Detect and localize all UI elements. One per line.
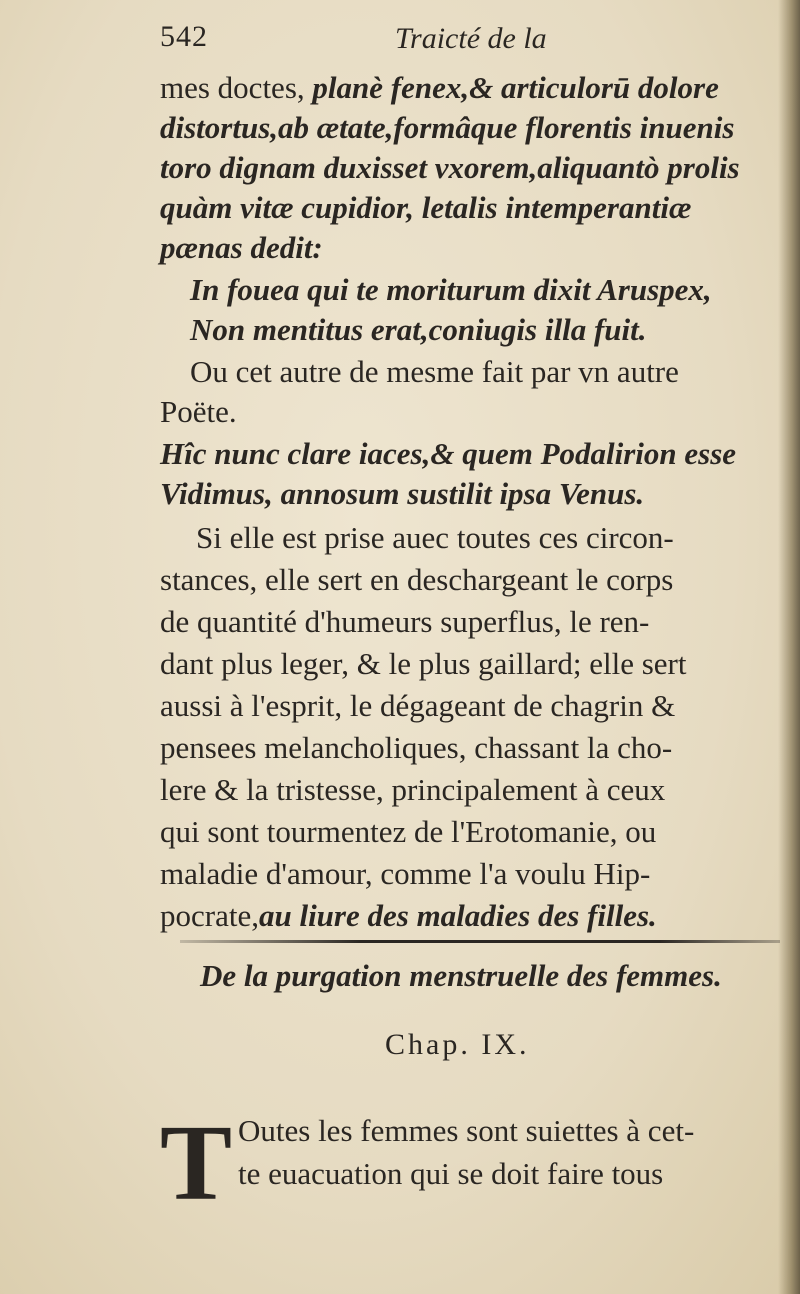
section-rule (180, 940, 780, 943)
paragraph-line: stances, elle sert en deschargeant le corps (160, 562, 674, 597)
text-line: Ou cet autre de mesme fait par vn autre (190, 354, 679, 389)
paragraph-line: te euacuation qui se doit faire tous (238, 1156, 664, 1191)
text-line: mes doctes, planè fenex,& articulorū dolore (160, 70, 719, 105)
verse-line: Vidimus, annosum sustilit ipsa Venus. (160, 476, 645, 511)
section-title: De la purgation menstruelle des femmes. (200, 958, 722, 993)
verse-line: In fouea qui te moriturum dixit Aruspex, (190, 272, 712, 307)
page-number: 542 (160, 20, 208, 53)
page-gutter-shadow (778, 0, 800, 1294)
page-header (160, 16, 760, 60)
verse-line: Hîc nunc clare iaces,& quem Podalirion esse (160, 436, 737, 471)
verse-line: Non mentitus erat,coniugis illa fuit. (190, 312, 647, 347)
drop-capital: T (160, 1104, 233, 1223)
paragraph-line: de quantité d'humeurs superflus, le ren- (160, 604, 650, 639)
text-line: distortus,ab ætate,formâque florentis inuenis (160, 110, 735, 145)
text-line: quàm vitæ cupidior, letalis intemperantiæ (160, 190, 692, 225)
paragraph-line: pocrate,au liure des maladies des filles. (160, 898, 657, 933)
paragraph-line: lere & la tristesse, principalement à ceux (160, 772, 666, 807)
text-line: toro dignam duxisset vxorem,aliquantò prolis (160, 150, 740, 185)
paragraph-line: dant plus leger, & le plus gaillard; elle sert (160, 646, 687, 681)
chapter-heading: Chap. IX. (385, 1028, 530, 1061)
paragraph-line: Outes les femmes sont suiettes à cet- (238, 1113, 695, 1148)
paragraph-line: Si elle est prise auec toutes ces circon- (196, 520, 674, 555)
paragraph-line: aussi à l'esprit, le dégageant de chagrin & (160, 688, 676, 723)
paragraph-line: pensees melancholiques, chassant la cho- (160, 730, 673, 765)
paragraph-line: qui sont tourmentez de l'Erotomanie, ou (160, 814, 657, 849)
text-line: pænas dedit: (160, 230, 323, 265)
paragraph-line: maladie d'amour, comme l'a voulu Hip- (160, 856, 651, 891)
running-title: Traicté de la (395, 22, 547, 55)
text-line: Poëte. (160, 394, 237, 429)
